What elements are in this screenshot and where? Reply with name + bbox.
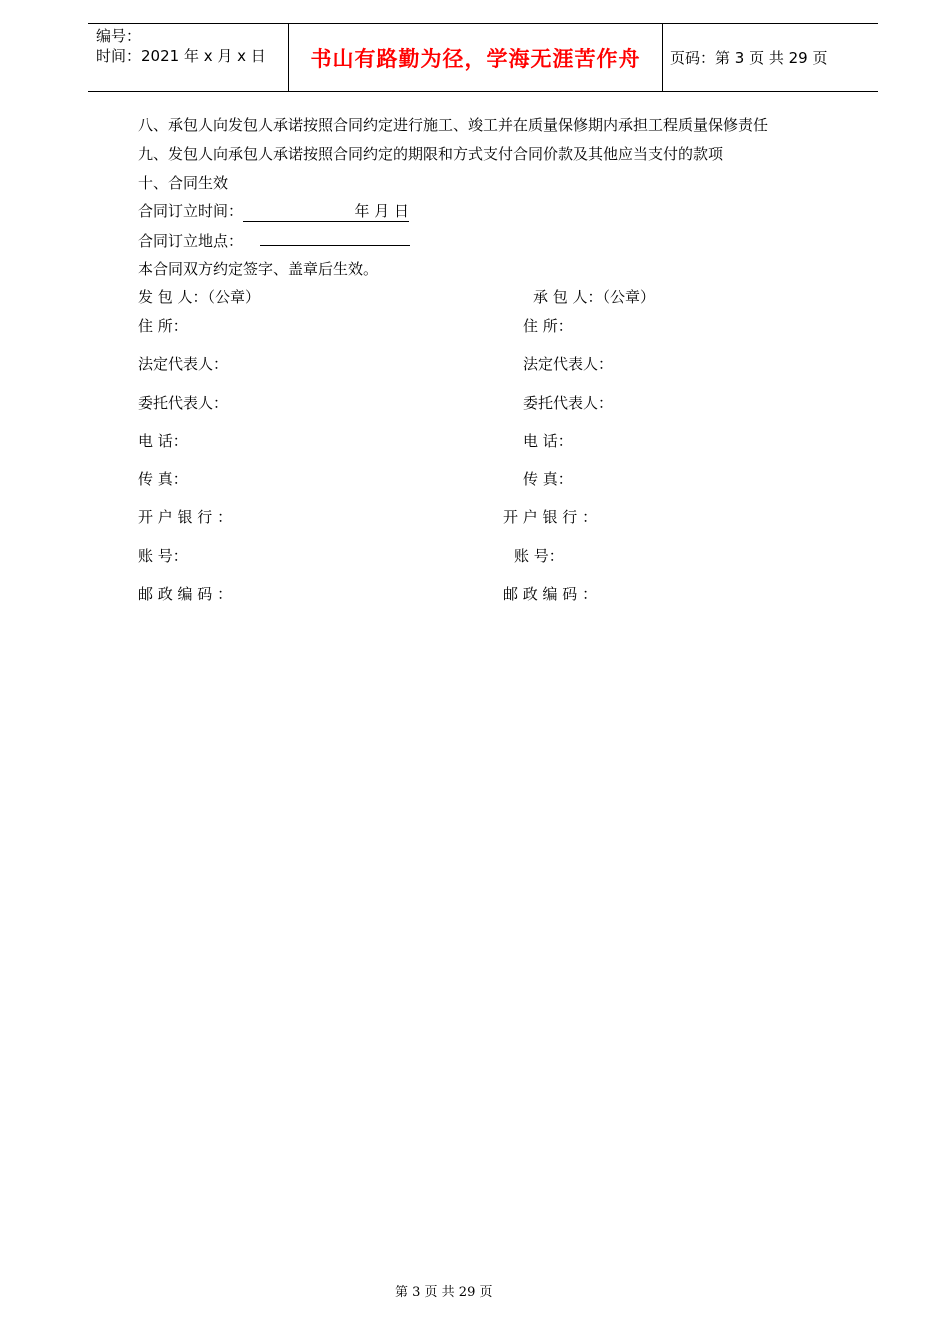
employer-label: 发 包 人：（公章） xyxy=(138,288,261,306)
employer-fax: 传 真： xyxy=(138,470,188,488)
contractor-legal-rep: 法定代表人： xyxy=(523,355,614,373)
page-header xyxy=(88,23,878,92)
clause-9: 九、发包人向承包人承诺按照合同约定的期限和方式支付合同价款及其他应当支付的款项 xyxy=(138,145,724,163)
contractor-agent-rep: 委托代表人： xyxy=(523,394,614,412)
page-footer: 第 3 页 共 29 页 xyxy=(395,1285,493,1300)
contract-date-value: 年 月 日 xyxy=(243,200,409,222)
employer-address: 住 所： xyxy=(138,317,188,335)
employer-legal-rep: 法定代表人： xyxy=(138,355,229,373)
document-date: 时间：2021 年 x 月 x 日 xyxy=(96,47,266,65)
contractor-phone: 电 话： xyxy=(523,432,573,450)
contract-place-row xyxy=(138,229,410,251)
header-meta xyxy=(96,24,288,93)
contract-place-blank xyxy=(260,229,410,246)
contractor-account: 账 号： xyxy=(514,547,564,565)
contractor-bank: 开 户 银 行 ： xyxy=(503,508,598,526)
contract-effect-text: 本合同双方约定签字、盖章后生效。 xyxy=(138,260,379,278)
header-motto: 书山有路勤为径，学海无涯苦作舟 xyxy=(288,24,663,91)
contract-date-label: 合同订立时间： xyxy=(138,202,244,220)
contractor-label: 承 包 人：（公章） xyxy=(533,288,656,306)
clause-8: 八、承包人向发包人承诺按照合同约定进行施工、竣工并在质量保修期内承担工程质量保修责任 xyxy=(138,116,769,134)
employer-account: 账 号： xyxy=(138,547,188,565)
header-page-info: 页码：第 3 页 共 29 页 xyxy=(670,49,828,67)
contract-date-row xyxy=(138,200,409,222)
contractor-postcode: 邮 政 编 码 ： xyxy=(503,585,598,603)
contractor-address: 住 所： xyxy=(523,317,573,335)
document-number-label: 编号： xyxy=(96,27,142,45)
employer-phone: 电 话： xyxy=(138,432,188,450)
employer-agent-rep: 委托代表人： xyxy=(138,394,229,412)
employer-postcode: 邮 政 编 码 ： xyxy=(138,585,233,603)
contract-place-label: 合同订立地点： xyxy=(138,232,244,250)
contractor-fax: 传 真： xyxy=(523,470,573,488)
employer-bank: 开 户 银 行 ： xyxy=(138,508,233,526)
clause-10: 十、合同生效 xyxy=(138,174,229,192)
